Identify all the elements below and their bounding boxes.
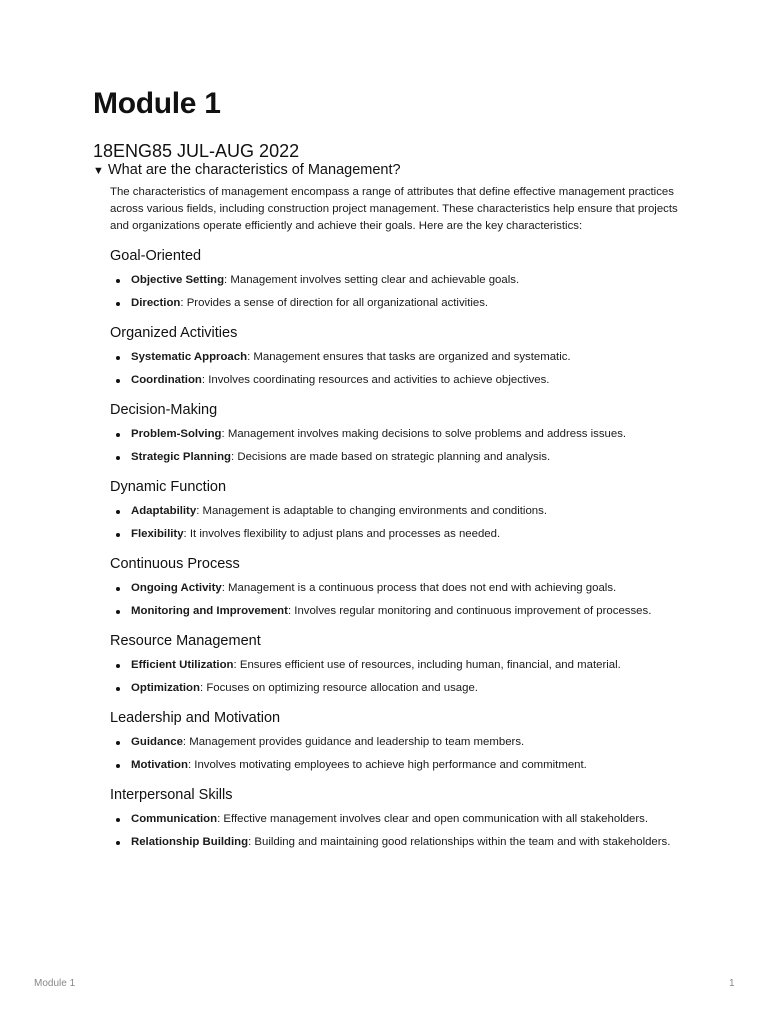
list-item	[110, 734, 695, 751]
list-item	[110, 834, 695, 851]
bullet-icon	[116, 664, 120, 668]
bullet-icon	[116, 741, 120, 745]
list-item-term: Monitoring and Improvement	[131, 605, 288, 617]
list-item	[110, 272, 695, 289]
bullet-icon	[116, 841, 120, 845]
list-item-text: : Involves regular monitoring and continuous improvement of processes.	[287, 605, 652, 617]
bullet-icon	[116, 533, 120, 537]
list-item-text: : Decisions are made based on strategic planning and analysis.	[231, 451, 551, 463]
list-item-term: Strategic Planning	[131, 451, 232, 463]
list-item	[110, 372, 695, 389]
list-item-term: Objective Setting	[131, 274, 225, 286]
list-item	[110, 426, 695, 443]
bullet-icon	[116, 687, 120, 691]
list-item-text: : Management provides guidance and leadership to team members.	[182, 736, 525, 748]
list-item-term: Efficient Utilization	[131, 659, 234, 671]
list-item-term: Direction	[131, 297, 181, 309]
bullet-icon	[116, 279, 120, 283]
list-item-term: Flexibility	[131, 528, 184, 540]
list-item	[110, 295, 695, 312]
list-item-term: Motivation	[131, 759, 188, 771]
toggle-label: What are the characteristics of Management?	[108, 162, 401, 178]
list-item-text: : Involves motivating employees to achieve high performance and commitment.	[187, 759, 587, 771]
list-item	[110, 449, 695, 466]
bullet-list	[110, 657, 695, 697]
bullet-icon	[116, 610, 120, 614]
list-item-text: : Involves coordinating resources and activities to achieve objectives.	[201, 374, 550, 386]
list-item-term: Ongoing Activity	[131, 582, 222, 594]
bullet-list	[110, 349, 695, 389]
list-item-term: Communication	[131, 813, 218, 825]
list-item-term: Relationship Building	[131, 836, 249, 848]
sections-container	[110, 247, 695, 851]
bullet-icon	[116, 379, 120, 383]
list-item	[110, 580, 695, 597]
page-number: 1	[729, 978, 735, 989]
footer-title: Module 1	[34, 978, 76, 989]
bullet-icon	[116, 356, 120, 360]
list-item-text: : Provides a sense of direction for all organizational activities.	[180, 297, 489, 309]
section-heading: Continuous Process	[110, 556, 240, 572]
toggle-heading[interactable]	[93, 161, 693, 180]
list-item-text: : Management is a continuous process that does not end with achieving goals.	[221, 582, 617, 594]
section-heading: Leadership and Motivation	[110, 710, 281, 726]
list-item	[110, 603, 695, 620]
toggle-content	[110, 184, 695, 857]
page-subtitle: 18ENG85 JUL-AUG 2022	[93, 141, 300, 161]
list-item	[110, 503, 695, 520]
section-heading: Decision-Making	[110, 402, 218, 418]
list-item-text: : Focuses on optimizing resource allocation and usage.	[199, 682, 478, 694]
list-item-term: Systematic Approach	[131, 351, 248, 363]
page-title: Module 1	[93, 87, 221, 120]
list-item	[110, 349, 695, 366]
section-heading: Interpersonal Skills	[110, 787, 233, 803]
section-heading: Goal-Oriented	[110, 248, 202, 264]
bullet-icon	[116, 764, 120, 768]
bullet-list	[110, 426, 695, 466]
bullet-icon	[116, 510, 120, 514]
bullet-icon	[116, 456, 120, 460]
list-item-text: : Building and maintaining good relationships within the team and with stakeholders.	[248, 836, 671, 848]
list-item-term: Guidance	[131, 736, 183, 748]
list-item-text: : Effective management involves clear and open communication with all stakeholders.	[217, 813, 649, 825]
list-item-text: : Management is adaptable to changing environments and conditions.	[196, 505, 547, 517]
list-item-term: Coordination	[131, 374, 202, 386]
section-heading: Resource Management	[110, 633, 261, 649]
bullet-list	[110, 272, 695, 312]
list-item	[110, 657, 695, 674]
bullet-icon	[116, 302, 120, 306]
list-item-term: Problem-Solving	[131, 428, 222, 440]
list-item-text: : It involves flexibility to adjust plans and processes as needed.	[183, 528, 501, 540]
bullet-icon	[116, 818, 120, 822]
section-heading: Organized Activities	[110, 325, 238, 341]
bullet-list	[110, 811, 695, 851]
list-item-text: : Ensures efficient use of resources, including human, financial, and material.	[233, 659, 621, 671]
bullet-list	[110, 503, 695, 543]
list-item	[110, 811, 695, 828]
section-heading: Dynamic Function	[110, 479, 227, 495]
intro-paragraph: The characteristics of management encompass a range of attributes that define effective management practices across various fields, including construction project management. These characteristics help ensure that projects and organizations operate efficiently and achieve their goals. Here are the key characteristics:	[110, 186, 678, 232]
list-item	[110, 526, 695, 543]
bullet-list	[110, 734, 695, 774]
list-item	[110, 757, 695, 774]
triangle-down-icon: ▼	[93, 165, 104, 177]
list-item-term: Adaptability	[131, 505, 197, 517]
list-item-text: : Management involves making decisions to solve problems and address issues.	[221, 428, 627, 440]
list-item-text: : Management ensures that tasks are organized and systematic.	[247, 351, 571, 363]
list-item	[110, 680, 695, 697]
bullet-list	[110, 580, 695, 620]
bullet-icon	[116, 587, 120, 591]
bullet-icon	[116, 433, 120, 437]
list-item-text: : Management involves setting clear and achievable goals.	[224, 274, 520, 286]
list-item-term: Optimization	[131, 682, 200, 694]
